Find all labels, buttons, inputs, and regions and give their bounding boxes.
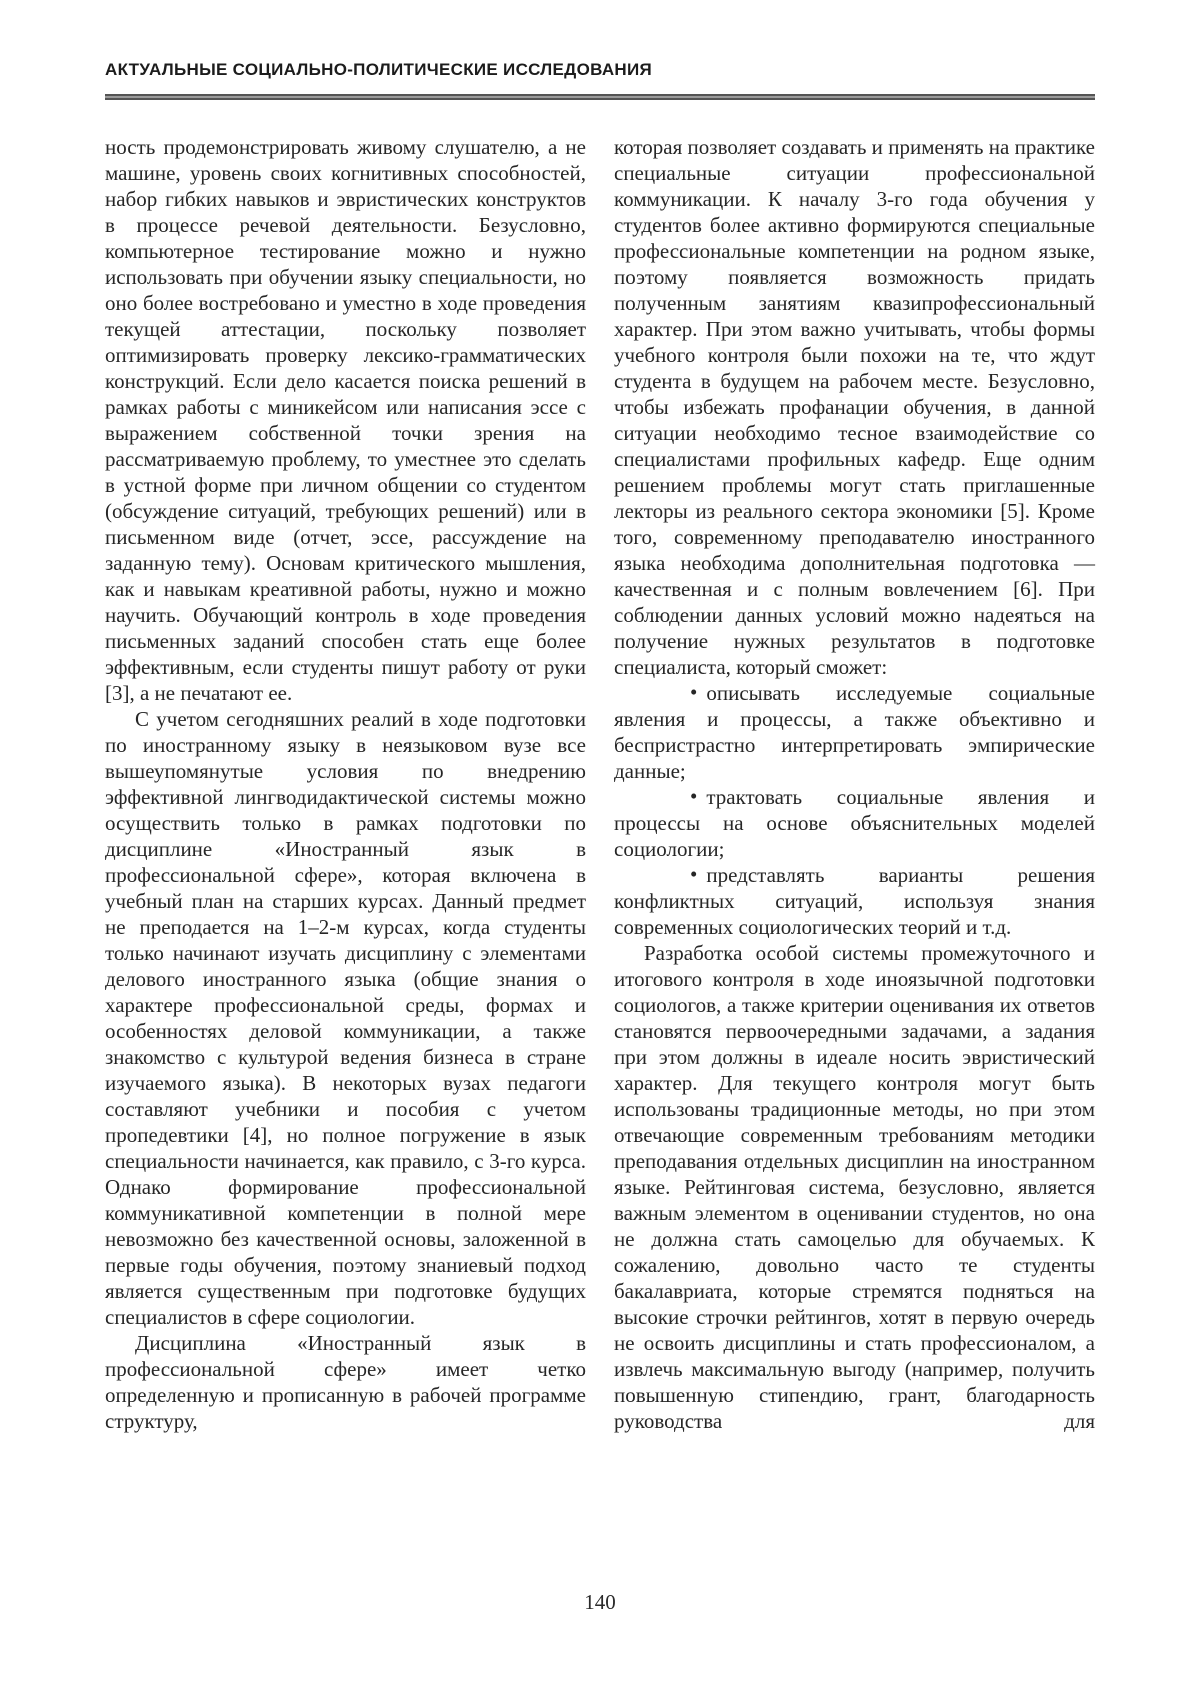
paragraph: Дисциплина «Иностранный язык в профессиональной сфере» имеет четко определенную и прописанную в рабочей программе структуру, [105, 1331, 586, 1433]
page-number: 140 [584, 1590, 616, 1614]
page-header [105, 60, 1095, 100]
right-column [614, 134, 1095, 1434]
running-head: АКТУАЛЬНЫЕ СОЦИАЛЬНО-ПОЛИТИЧЕСКИЕ ИССЛЕДОВАНИЯ [105, 60, 653, 79]
bullet-text: описывать исследуемые социальные явления и процессы, а также объективно и беспристрастно интерпретировать эмпирические данные; [614, 681, 1095, 783]
bullet-text: представлять варианты решения конфликтных ситуаций, используя знания современных социологических теорий и т.д. [614, 863, 1095, 939]
paragraph: ность продемонстрировать живому слушателю, а не машине, уровень своих когнитивных способностей, набор гибких навыков и эвристических конструктов в процессе речевой деятельности. Безусловно, компьютерное тестирование можно и нужно использовать при обучении языку специальности, но оно более востребовано и уместно в ходе проведения текущей аттестации, поскольку позволяет оптимизировать проверку лексико-грамматических конструкций. Если дело касается поиска решений в рамках работы с миникейсом или написания эссе с выражением собственной точки зрения на рассматриваемую проблему, то уместнее это сделать в устной форме при личном общении со студентом (обсуждение ситуаций, требующих решений) или в письменном виде (отчет, эссе, рассуждение на заданную тему). Основам критического мышления, как и навыкам креативной работы, нужно и можно научить. Обучающий контроль в ходе проведения письменных заданий способен стать еще более эффективным, если студенты пишут работу от руки [3], а не печатают ее. [105, 135, 586, 705]
bullet-icon: • [690, 680, 698, 704]
article-body [105, 134, 1095, 1434]
left-column [105, 134, 586, 1434]
bullet-text: трактовать социальные явления и процессы на основе объяснительных моделей социологии; [614, 785, 1095, 861]
bullet-icon: • [690, 862, 698, 886]
paragraph: которая позволяет создавать и применять на практике специальные ситуации профессиональной коммуникации. К началу 3-го года обучения у студентов более активно формируются специальные профессиональные компетенции на родном языке, поэтому появляется возможность придать полученным занятиям квазипрофессиональный характер. При этом важно учитывать, чтобы формы учебного контроля были похожи на те, что ждут студента в будущем на рабочем месте. Безусловно, чтобы избежать профанации обучения, в данной ситуации необходимо тесное взаимодействие со специалистами профильных кафедр. Еще одним решением проблемы могут стать приглашенные лекторы из реального сектора экономики [5]. Кроме того, современному преподавателю иностранного языка необходима дополнительная подготовка — качественная и с полным вовлечением [6]. При соблюдении данных условий можно надеяться на получение нужных результатов в подготовке специалиста, который сможет: [614, 135, 1095, 679]
paragraph: Разработка особой системы промежуточного и итогового контроля в ходе иноязычной подготовки социологов, а также критерии оценивания их ответов становятся первоочередными задачами, а задания при этом должны в идеале носить эвристический характер. Для текущего контроля могут быть использованы традиционные методы, но при этом отвечающие современным требованиям методики преподавания отдельных дисциплин на иностранном языке. Рейтинговая система, безусловно, является важным элементом в оценивании студентов, но она не должна стать самоцелью для обучаемых. К сожалению, довольно часто те студенты бакалавриата, которые стремятся подняться на высокие строчки рейтингов, хотят в первую очередь не освоить дисциплины и стать профессионалом, а извлечь максимальную выгоду (например, получить повышенную стипендию, грант, благодарность руководства для [614, 941, 1095, 1433]
bullet-icon: • [690, 784, 698, 808]
paragraph: С учетом сегодняшних реалий в ходе подготовки по иностранному языку в неязыковом вузе все вышеупомянутые условия по внедрению эффективной лингводидактической системы можно осуществить только в рамках подготовки по дисциплине «Иностранный язык в профессиональной сфере», которая включена в учебный план на старших курсах. Данный предмет не преподается на 1–2-м курсах, когда студенты только начинают изучать дисциплину с элементами делового иностранного языка (общие знания о характере профессиональной среды, формах и особенностях деловой коммуникации, а также знакомство с культурой ведения бизнеса в стране изучаемого языка). В некоторых вузах педагоги составляют учебники и пособия с учетом пропедевтики [4], но полное погружение в язык специальности начинается, как правило, с 3-го курса. Однако формирование профессиональной коммуникативной компетенции в полной мере невозможно без качественной основы, заложенной в первые годы обучения, поэтому знаниевый подход является существенным при подготовке будущих специалистов в сфере социологии. [105, 707, 586, 1329]
bullet-item [614, 680, 1095, 784]
bullet-item [614, 862, 1095, 940]
bullet-item [614, 784, 1095, 862]
header-rule [105, 94, 1095, 100]
